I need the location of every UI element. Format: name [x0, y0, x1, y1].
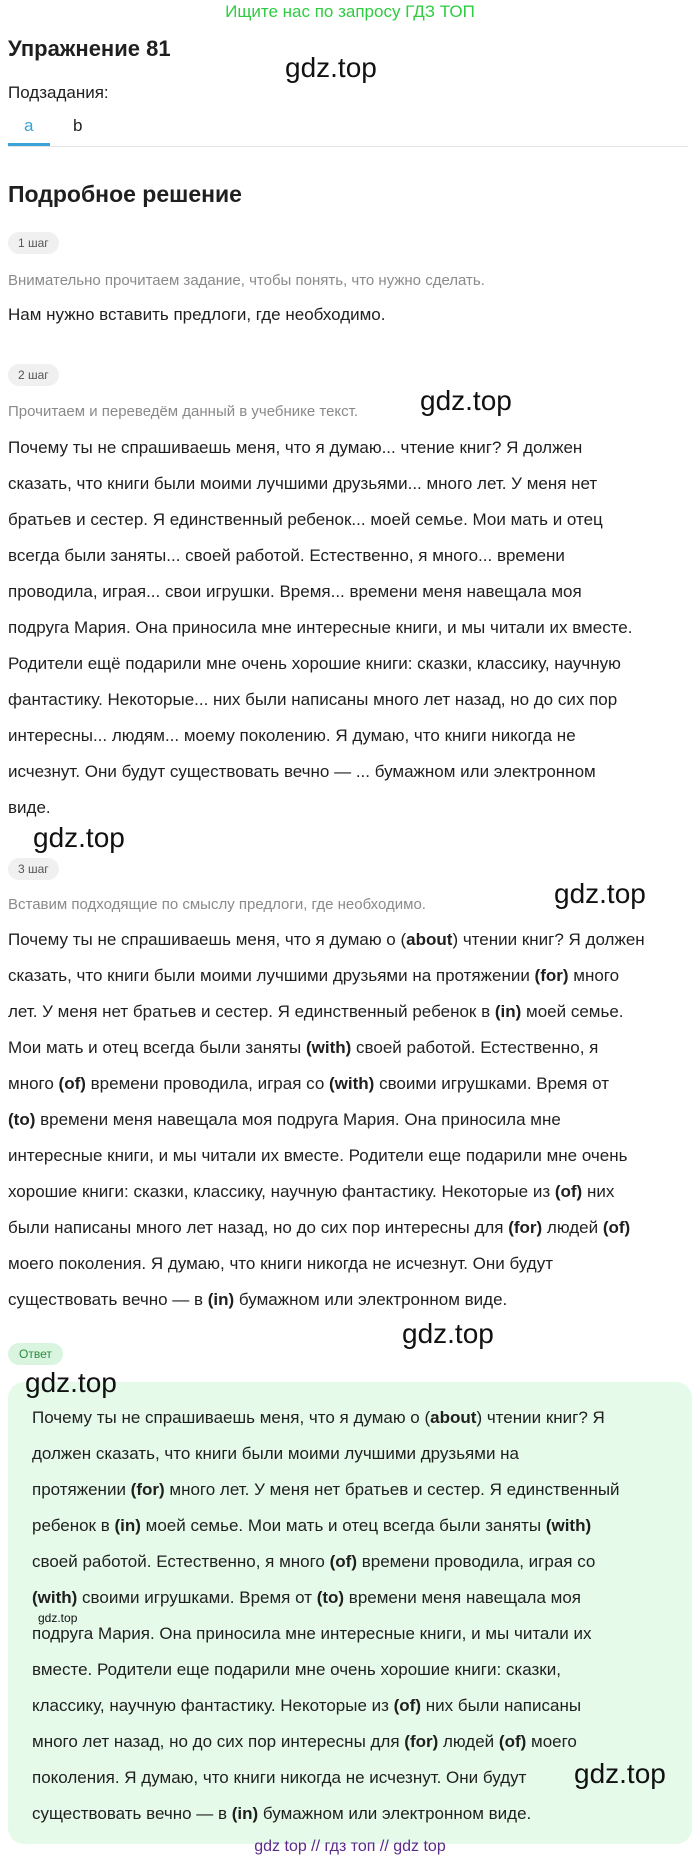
text-line — [8, 1210, 692, 1246]
step-2-badge: 2 шаг — [8, 364, 59, 386]
text-line: проводила, играя... свои игрушки. Время... времени меня навещала моя — [8, 582, 582, 601]
text-line — [32, 1652, 672, 1688]
text-segment: своими игрушками. Время от — [374, 1074, 609, 1093]
text-line: Родители ещё подарили мне очень хорошие книги: сказки, классику, научную — [8, 654, 621, 673]
text-line — [8, 1030, 692, 1066]
text-segment: ) чтении книг? Я должен — [452, 930, 645, 949]
text-segment: хорошие книги: сказки, классику, научную фантастику. Некоторые из — [8, 1182, 555, 1201]
text-segment: протяжении — [32, 1480, 131, 1499]
text-line: братьев и сестер. Я единственный ребенок... моей семье. Мои мать и отец — [8, 510, 603, 529]
text-line: Почему ты не спрашиваешь меня, что я думаю... чтение книг? Я должен — [8, 438, 583, 457]
preposition: (for) — [130, 1480, 165, 1499]
step-3-badge: 3 шаг — [8, 858, 59, 880]
preposition: (in) — [207, 1290, 235, 1309]
text-segment: времени проводила, играя со — [356, 1552, 596, 1571]
watermark: gdz.top — [33, 822, 125, 853]
text-segment: бумажном или электронном виде. — [258, 1804, 532, 1823]
text-segment: должен сказать, что книги были моими лучшими друзьями на — [32, 1444, 520, 1463]
preposition: (with) — [305, 1038, 352, 1057]
text-line — [32, 1616, 672, 1652]
text-segment: существовать вечно — в — [32, 1804, 232, 1823]
text-line: всегда были заняты... своей работой. Естественно, я много... времени — [8, 546, 565, 565]
text-segment: много — [8, 1074, 59, 1093]
text-line — [8, 958, 692, 994]
text-segment: много — [568, 966, 620, 985]
text-line — [8, 922, 692, 958]
text-segment: вместе. Родители еще подарили мне очень хорошие книги: сказки, — [32, 1660, 561, 1679]
subtasks-label: Подзадания: — [8, 83, 109, 102]
section-title: Подробное решение — [8, 181, 242, 207]
text-segment: существовать вечно — в — [8, 1290, 208, 1309]
search-banner[interactable]: Ищите нас по запросу ГДЗ ТОП — [225, 2, 475, 21]
preposition: about — [406, 930, 453, 949]
text-segment: ребенок в — [32, 1516, 115, 1535]
text-segment: лет. У меня нет братьев и сестер. Я единственный ребенок в — [8, 1002, 495, 1021]
text-line — [8, 994, 692, 1030]
step-1-text: Нам нужно вставить предлоги, где необходимо. — [8, 305, 386, 324]
watermark: gdz.top — [25, 1367, 117, 1398]
preposition: (of) — [329, 1552, 357, 1571]
preposition: (of) — [393, 1696, 422, 1715]
subtask-tabs — [8, 112, 688, 147]
text-segment: моей семье. — [521, 1002, 624, 1021]
step-1-hint: Внимательно прочитаем задание, чтобы понять, что нужно сделать. — [8, 272, 485, 289]
text-segment: своими игрушками. Время от — [77, 1588, 317, 1607]
preposition: about — [430, 1408, 477, 1427]
text-line — [8, 1246, 692, 1282]
text-segment: много лет назад, но до сих пор интересны для — [32, 1732, 405, 1751]
step-3-text — [8, 922, 692, 1318]
text-line: фантастику. Некоторые... них были написаны много лет назад, но до сих пор — [8, 690, 618, 709]
text-segment: людей — [438, 1732, 499, 1751]
preposition: (of) — [554, 1182, 583, 1201]
watermark: gdz.top — [420, 385, 512, 416]
preposition: (for) — [404, 1732, 439, 1751]
text-line: интересны... людям... моему поколению. Я думаю, что книги никогда не — [8, 726, 576, 745]
text-line — [32, 1400, 672, 1436]
text-segment: много лет. У меня нет братьев и сестер. Я единственный — [164, 1480, 620, 1499]
text-line — [8, 1102, 692, 1138]
text-segment: них были написаны — [421, 1696, 582, 1715]
preposition: (for) — [534, 966, 569, 985]
step-3-hint: Вставим подходящие по смыслу предлоги, где необходимо. — [8, 896, 426, 913]
text-line — [32, 1580, 672, 1616]
preposition: (of) — [498, 1732, 527, 1751]
text-line — [32, 1436, 672, 1472]
text-line — [8, 1066, 692, 1102]
preposition: (with) — [545, 1516, 592, 1535]
text-segment: сказать, что книги были моими лучшими друзьями на протяжении — [8, 966, 535, 985]
text-line — [32, 1796, 672, 1832]
text-segment: бумажном или электронном виде. — [234, 1290, 508, 1309]
tab-active-indicator — [8, 143, 50, 146]
text-segment: своей работой. Естественно, я много — [32, 1552, 330, 1571]
text-segment: моего поколения. Я думаю, что книги никогда не исчезнут. Они будут — [8, 1254, 553, 1273]
text-line — [32, 1508, 672, 1544]
watermark: gdz.top — [402, 1318, 494, 1349]
text-line: сказать, что книги были моими лучшими друзьями... много лет. У меня нет — [8, 474, 598, 493]
text-segment: моей семье. Мои мать и отец всегда были заняты — [140, 1516, 546, 1535]
watermark: gdz.top — [554, 878, 646, 909]
text-segment: ) чтении книг? Я — [476, 1408, 605, 1427]
text-segment: Почему ты не спрашиваешь меня, что я думаю о ( — [8, 930, 407, 949]
text-segment: времени проводила, играя со — [85, 1074, 330, 1093]
preposition: (with) — [32, 1588, 78, 1607]
preposition: (to) — [316, 1588, 345, 1607]
text-segment: времени меня навещала моя подруга Мария. Она приносила мне — [35, 1110, 561, 1129]
step-2-text — [8, 430, 692, 826]
text-line — [32, 1724, 672, 1760]
text-line — [32, 1544, 672, 1580]
text-segment: поколения. Я думаю, что книги никогда не исчезнут. Они будут — [32, 1768, 527, 1787]
text-line — [8, 1282, 692, 1318]
preposition: (for) — [508, 1218, 543, 1237]
text-segment: своей работой. Естественно, я — [351, 1038, 599, 1057]
text-line — [32, 1472, 672, 1508]
page-title: Упражнение 81 — [8, 36, 171, 61]
preposition: (with) — [329, 1074, 375, 1093]
text-line: исчезнут. Они будут существовать вечно — ... бумажном или электронном — [8, 762, 596, 781]
preposition: (to) — [8, 1110, 36, 1129]
text-segment: Почему ты не спрашиваешь меня, что я думаю о ( — [32, 1408, 431, 1427]
text-line — [8, 1138, 692, 1174]
tab-b[interactable]: b — [73, 116, 83, 135]
preposition: (of) — [602, 1218, 631, 1237]
text-segment: подруга Мария. Она приносила мне интересные книги, и мы читали их — [32, 1624, 592, 1643]
preposition: (of) — [58, 1074, 86, 1093]
answer-badge: Ответ — [8, 1343, 63, 1365]
text-segment: Мои мать и отец всегда были заняты — [8, 1038, 306, 1057]
watermark-small: gdz.top — [38, 1611, 78, 1625]
text-segment: моего — [526, 1732, 577, 1751]
text-line: виде. — [8, 798, 51, 817]
text-segment: людей — [542, 1218, 603, 1237]
preposition: (in) — [114, 1516, 141, 1535]
text-line: подруга Мария. Она приносила мне интересные книги, и мы читали их вместе. — [8, 618, 633, 637]
preposition: (in) — [231, 1804, 259, 1823]
text-segment: интересные книги, и мы читали их вместе. Родители еще подарили мне очень — [8, 1146, 628, 1165]
watermark: gdz.top — [574, 1758, 666, 1789]
tab-a[interactable]: a — [24, 116, 34, 135]
text-line — [8, 1174, 692, 1210]
text-segment: времени меня навещала моя — [344, 1588, 581, 1607]
preposition: (in) — [494, 1002, 522, 1021]
text-line — [32, 1688, 672, 1724]
step-2-hint: Прочитаем и переведём данный в учебнике текст. — [8, 403, 359, 420]
footer-links[interactable]: gdz top // гдз топ // gdz top — [254, 1838, 446, 1855]
step-1-badge: 1 шаг — [8, 232, 59, 254]
text-segment: были написаны много лет назад, но до сих пор интересны для — [8, 1218, 509, 1237]
watermark: gdz.top — [285, 52, 377, 83]
text-segment: них — [582, 1182, 615, 1201]
text-segment: классику, научную фантастику. Некоторые из — [32, 1696, 394, 1715]
